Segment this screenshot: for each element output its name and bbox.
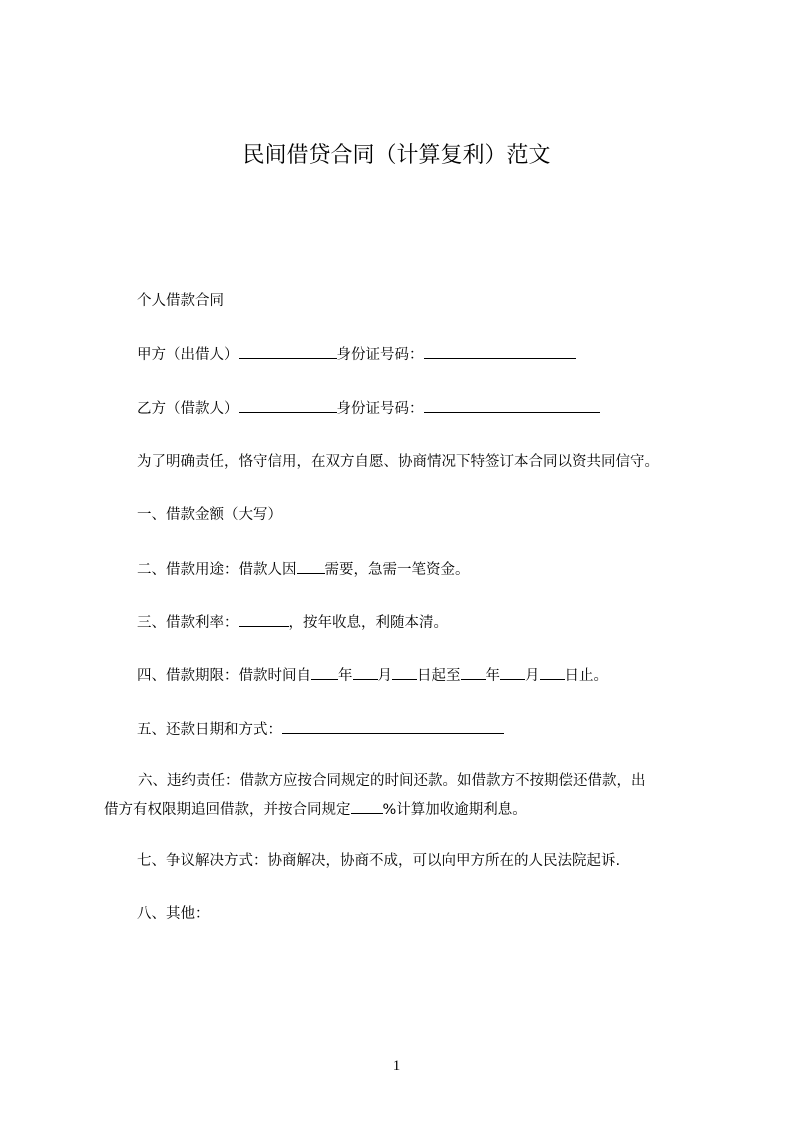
start-year-label: 年	[338, 668, 353, 684]
document-title: 民间借贷合同（计算复利）范文	[242, 143, 551, 168]
start-day-blank	[392, 665, 417, 680]
clause-6-line-2-prefix: 借方有权限期追回借款，并按合同规定	[104, 802, 351, 818]
repayment-blank	[282, 719, 504, 734]
party-b-id-label: 身份证号码：	[336, 401, 424, 417]
clause-1-amount: 一、借款金额（大写）	[137, 507, 282, 523]
party-a-name-blank	[239, 344, 337, 359]
party-a-id-blank	[424, 344, 576, 359]
party-b-line	[137, 398, 600, 419]
clause-7-dispute: 七、争议解决方式：协商解决，协商不成，可以向甲方所在的人民法院起诉.	[137, 853, 621, 869]
clause-3-suffix: ，按年收息，利随本清。	[288, 615, 448, 631]
start-month-label: 月	[377, 668, 392, 684]
end-year-blank	[461, 665, 486, 680]
preamble: 为了明确责任，恪守信用，在双方自愿、协商情况下特签订本合同以资共同信守。	[137, 454, 659, 470]
clause-4-prefix: 四、借款期限：借款时间自	[137, 668, 311, 684]
clause-6-line-2-suffix: %计算加收逾期利息。	[382, 802, 527, 818]
clause-8-other: 八、其他：	[137, 906, 210, 922]
party-a-id-label: 身份证号码：	[336, 347, 424, 363]
clause-4-term	[137, 665, 608, 686]
rate-blank	[239, 612, 289, 627]
clause-2-suffix: 需要，急需一笔资金。	[324, 562, 470, 578]
party-a-line	[137, 344, 576, 365]
clause-2-purpose	[137, 559, 470, 580]
end-year-label: 年	[485, 668, 500, 684]
clause-6-line-1: 六、违约责任：借款方应按合同规定的时间还款。如借款方不按期偿还借款，出	[138, 773, 646, 789]
party-b-id-blank	[424, 398, 600, 413]
party-b-label: 乙方（借款人）	[137, 401, 239, 417]
clause-2-prefix: 二、借款用途：借款人因	[137, 562, 297, 578]
end-month-label: 月	[525, 668, 540, 684]
end-month-blank	[500, 665, 525, 680]
clause-5-label: 五、还款日期和方式：	[137, 722, 282, 738]
clause-3-rate	[137, 612, 448, 633]
start-year-blank	[311, 665, 338, 680]
start-month-blank	[353, 665, 378, 680]
clause-6-line-2	[104, 796, 704, 825]
clause-6-liability	[104, 767, 704, 825]
purpose-blank	[297, 559, 325, 574]
party-b-name-blank	[239, 398, 337, 413]
party-a-label: 甲方（出借人）	[137, 347, 239, 363]
end-day-blank	[540, 665, 565, 680]
start-day-label: 日起至	[417, 668, 461, 684]
clause-3-prefix: 三、借款利率：	[137, 615, 239, 631]
clause-5-repayment	[137, 719, 504, 740]
overdue-rate-blank	[351, 799, 383, 814]
contract-subtitle: 个人借款合同	[137, 293, 224, 309]
page-number: 1	[392, 1058, 401, 1074]
end-day-label: 日止。	[564, 668, 608, 684]
